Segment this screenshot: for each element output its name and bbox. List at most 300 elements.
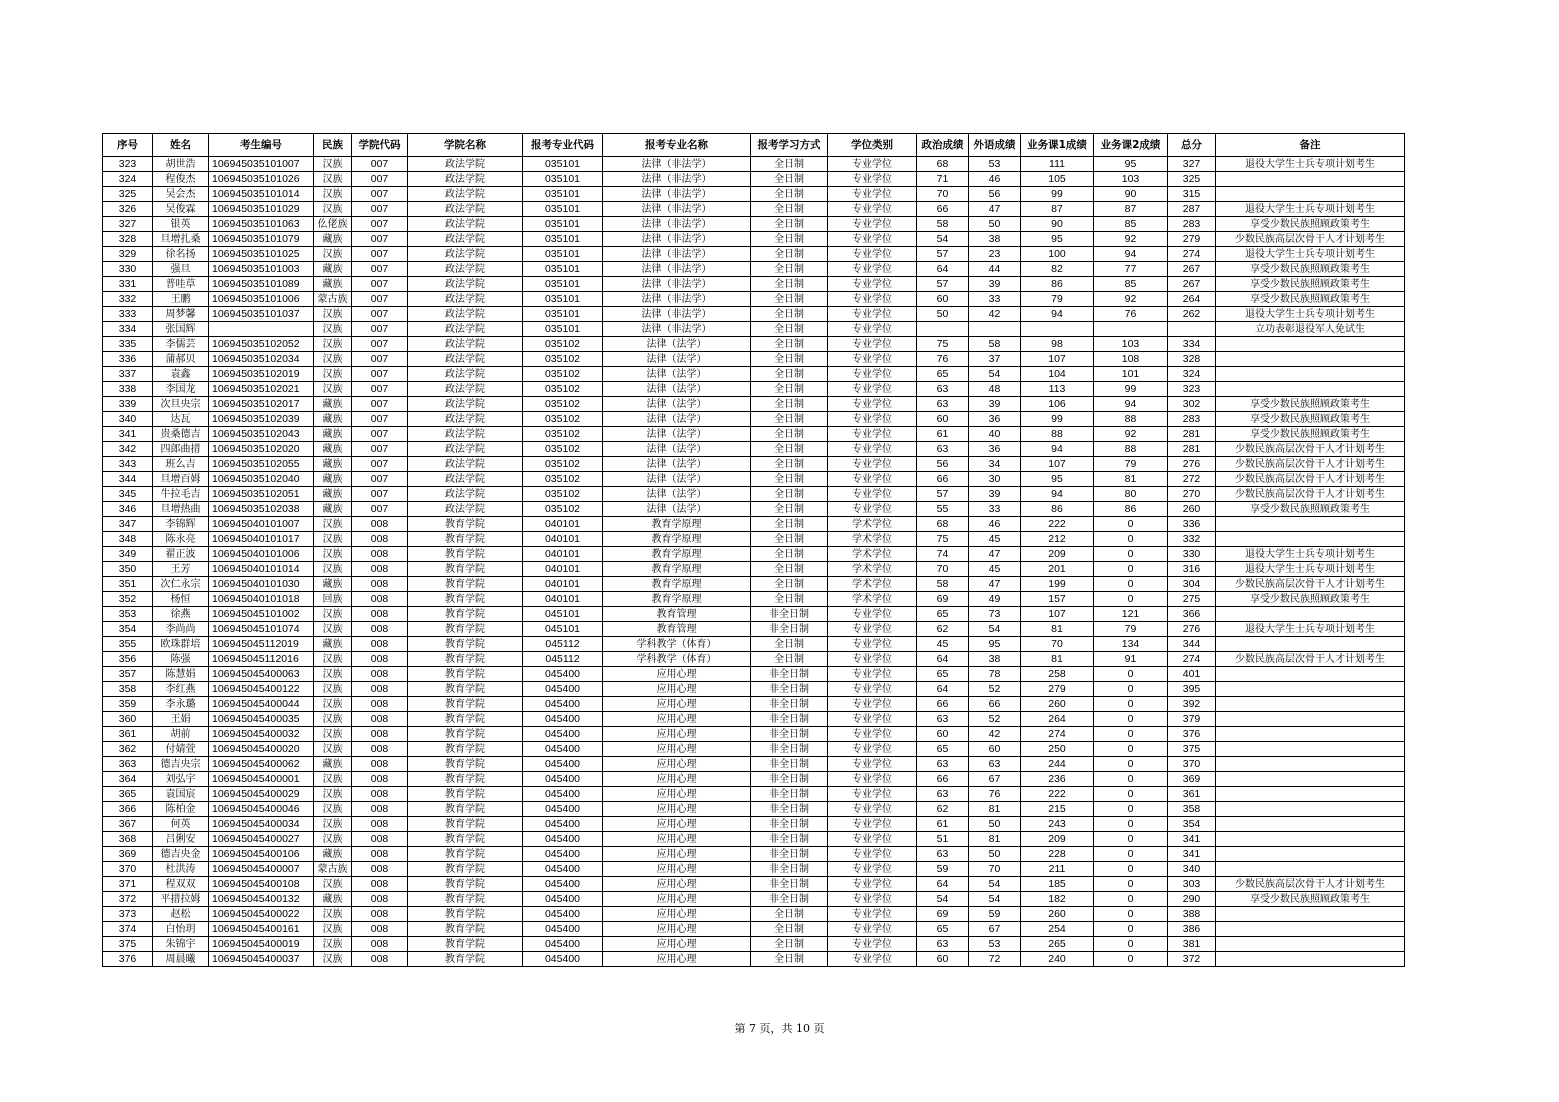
subject2-score-cell: 103 <box>1094 172 1168 187</box>
ethnicity-cell: 藏族 <box>314 757 352 772</box>
ethnicity-cell: 汉族 <box>314 352 352 367</box>
subject1-score-cell: 274 <box>1021 727 1094 742</box>
politics-score-cell: 55 <box>917 502 969 517</box>
college-name-cell: 教育学院 <box>408 532 523 547</box>
politics-score-cell: 63 <box>917 787 969 802</box>
ethnicity-cell: 汉族 <box>314 202 352 217</box>
major-code-cell: 035101 <box>523 262 603 277</box>
major-code-cell: 045400 <box>523 862 603 877</box>
name-cell: 李永璐 <box>153 697 209 712</box>
degree-type-cell: 专业学位 <box>828 217 917 232</box>
candidate-id-cell: 106945035101029 <box>209 202 314 217</box>
candidate-id-cell: 106945045400062 <box>209 757 314 772</box>
major-code-cell: 040101 <box>523 577 603 592</box>
table-row <box>103 712 1405 727</box>
seq-cell: 344 <box>103 472 153 487</box>
degree-type-cell: 专业学位 <box>828 742 917 757</box>
degree-type-cell: 专业学位 <box>828 847 917 862</box>
major-name-cell: 教育学原理 <box>603 517 751 532</box>
college-name-cell: 政法学院 <box>408 277 523 292</box>
major-code-cell: 045400 <box>523 922 603 937</box>
study-mode-cell: 全日制 <box>751 187 828 202</box>
name-cell: 普哇草 <box>153 277 209 292</box>
candidate-id-cell: 106945035102021 <box>209 382 314 397</box>
name-cell: 杨恒 <box>153 592 209 607</box>
subject1-score-cell: 88 <box>1021 427 1094 442</box>
total-score-cell: 274 <box>1168 247 1216 262</box>
subject2-score-cell: 0 <box>1094 772 1168 787</box>
major-code-cell: 035102 <box>523 382 603 397</box>
candidate-id-cell <box>209 322 314 337</box>
major-code-cell: 035101 <box>523 292 603 307</box>
remark-cell <box>1216 637 1405 652</box>
remark-cell: 少数民族高层次骨干人才计划考生 <box>1216 232 1405 247</box>
major-name-cell: 教育学原理 <box>603 547 751 562</box>
major-name-cell: 法律（法学） <box>603 352 751 367</box>
candidate-id-cell: 106945035101063 <box>209 217 314 232</box>
language-score-cell: 49 <box>969 592 1021 607</box>
language-score-cell: 39 <box>969 397 1021 412</box>
remark-cell <box>1216 697 1405 712</box>
major-name-cell: 法律（非法学） <box>603 217 751 232</box>
politics-score-cell: 62 <box>917 802 969 817</box>
major-code-cell: 045101 <box>523 622 603 637</box>
major-name-cell: 应用心理 <box>603 772 751 787</box>
subject2-score-cell: 0 <box>1094 547 1168 562</box>
remark-cell: 少数民族高层次骨干人才计划考生 <box>1216 487 1405 502</box>
remark-cell: 退役大学生士兵专项计划考生 <box>1216 157 1405 172</box>
college-name-cell: 政法学院 <box>408 172 523 187</box>
ethnicity-cell: 蒙古族 <box>314 292 352 307</box>
language-score-cell: 50 <box>969 817 1021 832</box>
politics-score-cell: 70 <box>917 562 969 577</box>
degree-type-cell: 专业学位 <box>828 862 917 877</box>
major-name-cell: 法律（法学） <box>603 487 751 502</box>
column-header: 政治成绩 <box>917 134 969 157</box>
subject2-score-cell: 92 <box>1094 232 1168 247</box>
language-score-cell: 40 <box>969 427 1021 442</box>
table-row <box>103 157 1405 172</box>
degree-type-cell: 专业学位 <box>828 937 917 952</box>
language-score-cell: 66 <box>969 697 1021 712</box>
subject1-score-cell: 87 <box>1021 202 1094 217</box>
college-code-cell: 008 <box>352 802 408 817</box>
subject2-score-cell: 94 <box>1094 397 1168 412</box>
table-row <box>103 622 1405 637</box>
major-name-cell: 应用心理 <box>603 742 751 757</box>
ethnicity-cell: 汉族 <box>314 652 352 667</box>
degree-type-cell: 专业学位 <box>828 262 917 277</box>
major-name-cell: 应用心理 <box>603 802 751 817</box>
language-score-cell: 38 <box>969 232 1021 247</box>
study-mode-cell: 全日制 <box>751 367 828 382</box>
table-row <box>103 382 1405 397</box>
major-name-cell: 法律（非法学） <box>603 292 751 307</box>
college-code-cell: 007 <box>352 292 408 307</box>
name-cell: 四郎曲措 <box>153 442 209 457</box>
study-mode-cell: 全日制 <box>751 472 828 487</box>
seq-cell: 376 <box>103 952 153 967</box>
candidate-id-cell: 106945045400044 <box>209 697 314 712</box>
name-cell: 吴俊霖 <box>153 202 209 217</box>
college-name-cell: 教育学院 <box>408 652 523 667</box>
name-cell: 赵松 <box>153 907 209 922</box>
remark-cell <box>1216 172 1405 187</box>
name-cell: 次仁永宗 <box>153 577 209 592</box>
remark-cell <box>1216 532 1405 547</box>
college-code-cell: 007 <box>352 442 408 457</box>
remark-cell <box>1216 727 1405 742</box>
candidate-id-cell: 106945045400046 <box>209 802 314 817</box>
major-code-cell: 045400 <box>523 937 603 952</box>
major-name-cell: 教育学原理 <box>603 592 751 607</box>
seq-cell: 332 <box>103 292 153 307</box>
total-score-cell: 304 <box>1168 577 1216 592</box>
subject2-score-cell: 85 <box>1094 277 1168 292</box>
major-name-cell: 应用心理 <box>603 952 751 967</box>
college-name-cell: 教育学院 <box>408 622 523 637</box>
total-score-cell: 316 <box>1168 562 1216 577</box>
college-code-cell: 008 <box>352 817 408 832</box>
college-code-cell: 007 <box>352 457 408 472</box>
major-name-cell: 法律（非法学） <box>603 172 751 187</box>
ethnicity-cell: 藏族 <box>314 847 352 862</box>
subject2-score-cell: 0 <box>1094 832 1168 847</box>
column-header: 民族 <box>314 134 352 157</box>
college-name-cell: 教育学院 <box>408 712 523 727</box>
seq-cell: 370 <box>103 862 153 877</box>
study-mode-cell: 全日制 <box>751 562 828 577</box>
ethnicity-cell: 汉族 <box>314 937 352 952</box>
major-code-cell: 045400 <box>523 757 603 772</box>
subject2-score-cell: 0 <box>1094 697 1168 712</box>
remark-cell: 少数民族高层次骨干人才计划考生 <box>1216 457 1405 472</box>
degree-type-cell: 专业学位 <box>828 472 917 487</box>
candidate-id-cell: 106945035102020 <box>209 442 314 457</box>
major-name-cell: 应用心理 <box>603 697 751 712</box>
ethnicity-cell: 汉族 <box>314 772 352 787</box>
candidate-id-cell: 106945045400037 <box>209 952 314 967</box>
subject1-score-cell: 107 <box>1021 352 1094 367</box>
subject1-score-cell: 94 <box>1021 307 1094 322</box>
name-cell: 李红燕 <box>153 682 209 697</box>
major-name-cell: 法律（非法学） <box>603 262 751 277</box>
table-row <box>103 187 1405 202</box>
major-code-cell: 035102 <box>523 367 603 382</box>
politics-score-cell: 64 <box>917 682 969 697</box>
subject1-score-cell: 86 <box>1021 277 1094 292</box>
total-score-cell: 303 <box>1168 877 1216 892</box>
total-score-cell: 272 <box>1168 472 1216 487</box>
college-name-cell: 教育学院 <box>408 682 523 697</box>
subject1-score-cell: 105 <box>1021 172 1094 187</box>
table-row <box>103 937 1405 952</box>
table-row <box>103 682 1405 697</box>
study-mode-cell: 非全日制 <box>751 757 828 772</box>
major-name-cell: 应用心理 <box>603 922 751 937</box>
total-score-cell: 401 <box>1168 667 1216 682</box>
name-cell: 陈强 <box>153 652 209 667</box>
language-score-cell: 34 <box>969 457 1021 472</box>
language-score-cell: 44 <box>969 262 1021 277</box>
table-row <box>103 397 1405 412</box>
major-name-cell: 法律（非法学） <box>603 187 751 202</box>
ethnicity-cell: 汉族 <box>314 322 352 337</box>
politics-score-cell: 65 <box>917 367 969 382</box>
degree-type-cell: 专业学位 <box>828 457 917 472</box>
seq-cell: 337 <box>103 367 153 382</box>
college-name-cell: 教育学院 <box>408 592 523 607</box>
college-name-cell: 教育学院 <box>408 772 523 787</box>
subject1-score-cell: 82 <box>1021 262 1094 277</box>
name-cell: 蒲郝贝 <box>153 352 209 367</box>
language-score-cell: 36 <box>969 412 1021 427</box>
table-row <box>103 232 1405 247</box>
name-cell: 银英 <box>153 217 209 232</box>
name-cell: 徐燕 <box>153 607 209 622</box>
major-code-cell: 045400 <box>523 787 603 802</box>
subject1-score-cell <box>1021 322 1094 337</box>
college-name-cell: 教育学院 <box>408 547 523 562</box>
subject2-score-cell: 95 <box>1094 157 1168 172</box>
remark-cell: 退役大学生士兵专项计划考生 <box>1216 247 1405 262</box>
degree-type-cell: 专业学位 <box>828 787 917 802</box>
subject1-score-cell: 258 <box>1021 667 1094 682</box>
major-name-cell: 法律（法学） <box>603 382 751 397</box>
candidate-id-cell: 106945035101026 <box>209 172 314 187</box>
study-mode-cell: 全日制 <box>751 352 828 367</box>
remark-cell: 少数民族高层次骨干人才计划考生 <box>1216 442 1405 457</box>
table-row <box>103 427 1405 442</box>
candidate-id-cell: 106945045112016 <box>209 652 314 667</box>
politics-score-cell: 60 <box>917 412 969 427</box>
seq-cell: 327 <box>103 217 153 232</box>
candidate-id-cell: 106945045400106 <box>209 847 314 862</box>
college-name-cell: 教育学院 <box>408 637 523 652</box>
study-mode-cell: 非全日制 <box>751 802 828 817</box>
seq-cell: 351 <box>103 577 153 592</box>
college-name-cell: 政法学院 <box>408 472 523 487</box>
politics-score-cell: 66 <box>917 697 969 712</box>
language-score-cell: 48 <box>969 382 1021 397</box>
major-code-cell: 035102 <box>523 337 603 352</box>
name-cell: 陈柏金 <box>153 802 209 817</box>
seq-cell: 349 <box>103 547 153 562</box>
degree-type-cell: 专业学位 <box>828 277 917 292</box>
college-name-cell: 教育学院 <box>408 802 523 817</box>
total-score-cell: 267 <box>1168 262 1216 277</box>
total-score-cell: 264 <box>1168 292 1216 307</box>
name-cell: 周晨曦 <box>153 952 209 967</box>
ethnicity-cell: 仫佬族 <box>314 217 352 232</box>
name-cell: 次旦央宗 <box>153 397 209 412</box>
degree-type-cell: 专业学位 <box>828 367 917 382</box>
major-name-cell: 应用心理 <box>603 847 751 862</box>
politics-score-cell: 65 <box>917 922 969 937</box>
major-name-cell: 应用心理 <box>603 712 751 727</box>
seq-cell: 348 <box>103 532 153 547</box>
college-name-cell: 教育学院 <box>408 787 523 802</box>
remark-cell: 退役大学生士兵专项计划考生 <box>1216 562 1405 577</box>
subject1-score-cell: 81 <box>1021 622 1094 637</box>
table-row <box>103 262 1405 277</box>
table-row <box>103 787 1405 802</box>
seq-cell: 326 <box>103 202 153 217</box>
remark-cell <box>1216 337 1405 352</box>
candidate-id-cell: 106945045400161 <box>209 922 314 937</box>
language-score-cell: 81 <box>969 802 1021 817</box>
total-score-cell: 275 <box>1168 592 1216 607</box>
table-row <box>103 907 1405 922</box>
column-header: 报考专业名称 <box>603 134 751 157</box>
degree-type-cell: 专业学位 <box>828 187 917 202</box>
table-row <box>103 742 1405 757</box>
language-score-cell: 47 <box>969 202 1021 217</box>
subject1-score-cell: 212 <box>1021 532 1094 547</box>
college-code-cell: 007 <box>352 382 408 397</box>
college-code-cell: 008 <box>352 562 408 577</box>
college-name-cell: 教育学院 <box>408 727 523 742</box>
major-name-cell: 应用心理 <box>603 817 751 832</box>
ethnicity-cell: 汉族 <box>314 517 352 532</box>
language-score-cell: 63 <box>969 757 1021 772</box>
candidate-id-cell: 106945045400001 <box>209 772 314 787</box>
subject2-score-cell: 92 <box>1094 292 1168 307</box>
subject1-score-cell: 107 <box>1021 457 1094 472</box>
study-mode-cell: 全日制 <box>751 397 828 412</box>
degree-type-cell: 学术学位 <box>828 517 917 532</box>
remark-cell <box>1216 742 1405 757</box>
college-name-cell: 政法学院 <box>408 247 523 262</box>
remark-cell <box>1216 922 1405 937</box>
college-code-cell: 008 <box>352 742 408 757</box>
college-code-cell: 007 <box>352 352 408 367</box>
remark-cell <box>1216 187 1405 202</box>
ethnicity-cell: 藏族 <box>314 397 352 412</box>
remark-cell <box>1216 382 1405 397</box>
subject1-score-cell: 201 <box>1021 562 1094 577</box>
remark-cell <box>1216 787 1405 802</box>
candidate-id-cell: 106945045400029 <box>209 787 314 802</box>
degree-type-cell: 专业学位 <box>828 292 917 307</box>
study-mode-cell: 全日制 <box>751 382 828 397</box>
name-cell: 胡世浩 <box>153 157 209 172</box>
major-name-cell: 教育学原理 <box>603 577 751 592</box>
candidate-id-cell: 106945035102055 <box>209 457 314 472</box>
remark-cell: 退役大学生士兵专项计划考生 <box>1216 622 1405 637</box>
major-name-cell: 教育学原理 <box>603 562 751 577</box>
name-cell: 李锦辉 <box>153 517 209 532</box>
name-cell: 刘弘宇 <box>153 772 209 787</box>
degree-type-cell: 专业学位 <box>828 487 917 502</box>
total-score-cell: 262 <box>1168 307 1216 322</box>
subject1-score-cell: 215 <box>1021 802 1094 817</box>
college-name-cell: 教育学院 <box>408 667 523 682</box>
ethnicity-cell: 汉族 <box>314 187 352 202</box>
language-score-cell: 54 <box>969 892 1021 907</box>
language-score-cell: 39 <box>969 487 1021 502</box>
politics-score-cell: 65 <box>917 667 969 682</box>
language-score-cell: 45 <box>969 532 1021 547</box>
major-name-cell: 应用心理 <box>603 787 751 802</box>
seq-cell: 368 <box>103 832 153 847</box>
ethnicity-cell: 藏族 <box>314 472 352 487</box>
degree-type-cell: 专业学位 <box>828 727 917 742</box>
language-score-cell: 52 <box>969 682 1021 697</box>
major-code-cell: 035102 <box>523 502 603 517</box>
subject2-score-cell: 0 <box>1094 712 1168 727</box>
degree-type-cell: 专业学位 <box>828 952 917 967</box>
total-score-cell: 324 <box>1168 367 1216 382</box>
politics-score-cell: 51 <box>917 832 969 847</box>
study-mode-cell: 全日制 <box>751 922 828 937</box>
candidate-id-cell: 106945045400132 <box>209 892 314 907</box>
total-score-cell: 315 <box>1168 187 1216 202</box>
language-score-cell: 56 <box>969 187 1021 202</box>
total-score-cell: 281 <box>1168 442 1216 457</box>
ethnicity-cell: 汉族 <box>314 532 352 547</box>
college-code-cell: 008 <box>352 862 408 877</box>
politics-score-cell: 63 <box>917 937 969 952</box>
major-name-cell: 应用心理 <box>603 727 751 742</box>
college-code-cell: 008 <box>352 532 408 547</box>
major-code-cell: 035101 <box>523 307 603 322</box>
language-score-cell: 72 <box>969 952 1021 967</box>
name-cell: 周梦馨 <box>153 307 209 322</box>
name-cell: 强旦 <box>153 262 209 277</box>
candidate-id-cell: 106945035102017 <box>209 397 314 412</box>
college-code-cell: 007 <box>352 172 408 187</box>
name-cell: 陈慧娟 <box>153 667 209 682</box>
seq-cell: 363 <box>103 757 153 772</box>
remark-cell <box>1216 667 1405 682</box>
college-name-cell: 政法学院 <box>408 382 523 397</box>
seq-cell: 369 <box>103 847 153 862</box>
major-name-cell: 教育管理 <box>603 607 751 622</box>
total-score-cell: 336 <box>1168 517 1216 532</box>
college-code-cell: 008 <box>352 787 408 802</box>
politics-score-cell: 63 <box>917 382 969 397</box>
seq-cell: 331 <box>103 277 153 292</box>
major-code-cell: 045400 <box>523 667 603 682</box>
seq-cell: 353 <box>103 607 153 622</box>
ethnicity-cell: 藏族 <box>314 892 352 907</box>
college-name-cell: 教育学院 <box>408 877 523 892</box>
column-header: 考生编号 <box>209 134 314 157</box>
major-name-cell: 法律（法学） <box>603 367 751 382</box>
subject1-score-cell: 264 <box>1021 712 1094 727</box>
candidate-id-cell: 106945035101079 <box>209 232 314 247</box>
major-name-cell: 应用心理 <box>603 682 751 697</box>
candidate-id-cell: 106945035102040 <box>209 472 314 487</box>
candidate-id-cell: 106945035101014 <box>209 187 314 202</box>
subject1-score-cell: 79 <box>1021 292 1094 307</box>
ethnicity-cell: 汉族 <box>314 247 352 262</box>
name-cell: 李尚尚 <box>153 622 209 637</box>
seq-cell: 365 <box>103 787 153 802</box>
college-code-cell: 008 <box>352 847 408 862</box>
total-score-cell: 302 <box>1168 397 1216 412</box>
subject1-score-cell: 228 <box>1021 847 1094 862</box>
seq-cell: 328 <box>103 232 153 247</box>
candidate-id-cell: 106945035102051 <box>209 487 314 502</box>
ethnicity-cell: 汉族 <box>314 172 352 187</box>
table-row <box>103 862 1405 877</box>
name-cell: 王芳 <box>153 562 209 577</box>
politics-score-cell: 64 <box>917 877 969 892</box>
remark-cell <box>1216 682 1405 697</box>
college-code-cell: 008 <box>352 577 408 592</box>
